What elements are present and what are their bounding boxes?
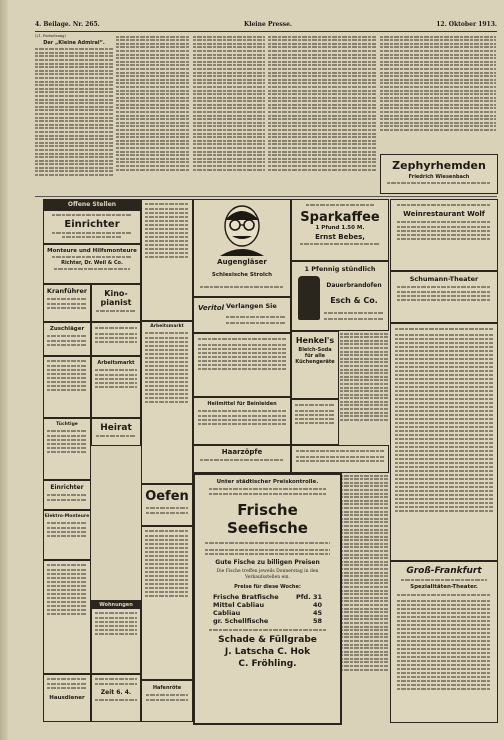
page-header [35,21,497,32]
tuechtige-title: Tüchtige [56,422,78,427]
section-divider [35,196,497,197]
fish-price-row [213,617,322,625]
tuechtige-ad [43,418,91,480]
dauerbrand-ad [291,261,389,331]
monteure-ad [43,244,141,284]
augenglaeser-ad [193,199,291,297]
sparkaffee-title: Sparkaffee [300,210,380,225]
dauerbrand-title: Dauerbrandofen [326,282,382,289]
zephyr-seller: Friedrich Wiesenbach [408,174,470,180]
text-column-3 [193,34,265,194]
schumann-title: Schumann-Theater [409,275,479,283]
arbeitsmarkt-title: Arbeitsmarkt [97,360,135,366]
issue-date: 12. Oktober 1913. [436,21,497,28]
haarzoepfe-ad [193,445,291,473]
hausdiener-ad [43,674,91,722]
fish-price-row [213,609,322,617]
hafenroete-ad [141,680,193,722]
heirat-ad [91,418,141,446]
schlosser-ad [91,322,141,356]
man-portrait-illustration [214,202,270,256]
preise-title: Preise für diese Woche: [234,584,301,590]
zephyr-title: Zephyrhemden [392,159,486,172]
verkauf-title: Arbeitsmarkt [150,324,184,329]
verlangen-title: Verlangen Sie [226,302,277,310]
text-column-4 [268,34,376,194]
fish-price: 40 [312,601,322,609]
kranfuehrer-title: Kranführer [46,287,88,295]
ernst-bebes: Ernst Bebes, [315,233,365,241]
haarzoepfe-title: Haarzöpfe [221,448,263,456]
small-ads-stack-2 [141,321,193,484]
seefische-title: Frische Seefische [227,501,308,537]
fish-name: Cabliau [213,609,241,617]
small-ads-stack-3 [141,526,193,680]
richter-company: Richter, Dr. Weil & Co. [61,260,123,266]
text-ads-left-1 [43,356,91,418]
wohnungen-title: Wohnungen [92,601,140,609]
gross-frankfurt-title: Groß-Frankfurt [406,566,482,576]
issue-number: 4. Beilage. Nr. 265. [35,21,100,28]
schade-fuellgrabe: Schade & Füllgrabe [218,635,317,645]
text-column-7 [340,473,388,721]
gross-frankfurt-ad [390,561,498,723]
einrichter-2-title: Einrichter [50,484,84,491]
weinrestaurant-title: Weinrestaurant Wolf [403,210,485,218]
oefen-ad [141,484,193,526]
fish-price: 58 [312,617,322,625]
schlesische-title: Schlesische Strolch [211,272,273,278]
zeit-title: Zeit 6. 4. [100,689,132,696]
serial-text [35,48,113,176]
spezial-title: Spezialitäten-Theater. [410,584,478,590]
stove-illustration [298,276,320,320]
fish-price-row [213,601,322,609]
zuschlaeger-ad [43,322,91,356]
fish-price-row [213,593,322,601]
preiskontrolle-label: Unter städtischer Preiskontrolle. [216,479,319,485]
oefen-title: Oefen [145,489,189,504]
fish-name: gr. Schellfische [213,617,269,625]
henkel-ad [291,331,339,399]
einrichter-2-ad [43,480,91,510]
kranfuehrer-ad [43,284,91,322]
hafenroete-title: Hafenröte [152,685,182,691]
weinrestaurant-ad [390,199,498,271]
latscha-hok: J. Latscha C. Hok [224,647,311,657]
zeit-ad [91,674,141,722]
fish-price-list [213,593,322,625]
einrichter-ad [43,210,141,244]
small-ads-stack-1 [141,199,193,321]
text-column-2 [116,34,190,194]
schumann-theater-ad [390,271,498,323]
esch-company: Esch & Co. [330,296,378,305]
elektro-monteure-ad [43,510,91,560]
page-fold-shadow [0,0,8,740]
seefische-ad [193,473,342,725]
verlangen-logo: Veritol [197,304,225,312]
offene-stellen-header: Offene Stellen [43,199,141,210]
theater-program-ads [390,323,498,561]
arbeitsmarkt-2-ad [43,560,91,674]
small-ads-stack-4 [291,399,339,445]
sparkaffee-ad [291,199,389,261]
text-column-6 [340,331,388,443]
froehling: C. Fröhling. [238,659,297,669]
serial-title: Der „Kleine Admiral“. [43,40,105,47]
einrichter-title: Einrichter [64,219,120,230]
newspaper-name: Kleine Presse. [244,21,293,28]
monteure-title: Monteure und Hilfsmonteure [47,248,137,254]
verlangen-ad [193,297,291,333]
serial-story-column [35,34,113,194]
pfennig-title: 1 Pfennig stündlich [304,265,376,273]
gute-fische-label: Gute Fische zu billigen Preisen [215,559,320,566]
wohnungen-ad [91,600,141,674]
heirat-title: Heirat [100,423,132,433]
small-ads-stack-5 [291,445,389,473]
augenglaeser-title: Augengläser [217,258,267,266]
fish-name: Frische Bratfische [213,593,279,601]
kino-pianist-title: Kino-pianist [100,289,132,307]
henkel-product: Bleich-Soda für alle Küchengeräte [295,347,335,365]
kino-pianist-ad [91,284,141,322]
text-column-5 [380,34,496,152]
fish-price: 31 [312,593,322,601]
heilmittel-title: Heilmittel für Beinleiden [207,401,277,407]
elektro-title: Elektro-Monteure [44,514,90,519]
hausdiener-title: Hausdiener [49,695,85,701]
fish-name: Mittel Cabliau [213,601,265,609]
henkel-title: Henkel's [295,336,335,345]
fish-unit: Pfd. [295,593,311,601]
arbeitsmarkt-ad [91,356,141,418]
heilmittel-ad [193,397,291,445]
price-list-ad [193,333,291,397]
fische-treffen-text: Die Fische treffen jeweils Donnerstag in den Verkaufsstellen ein. [216,569,319,580]
sparkaffee-price: 1 Pfund 1.50 M. [315,225,365,231]
zephyr-ad [380,154,498,194]
zuschlaeger-title: Zuschläger [49,326,85,332]
fish-price: 45 [312,609,322,617]
serial-part-label: (21. Fortsetzung) [35,34,66,38]
